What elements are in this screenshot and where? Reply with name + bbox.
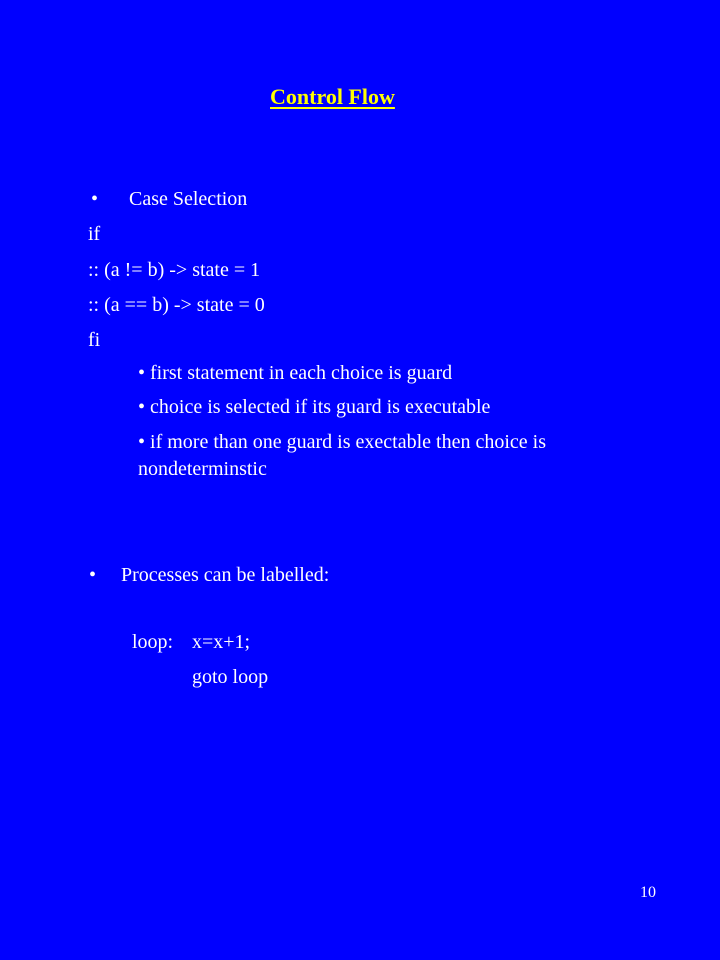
code-label-loop: loop: <box>132 631 174 653</box>
sub-bullet-guard: • first statement in each choice is guard <box>138 362 453 384</box>
case-selection-heading: Case Selection <box>129 188 248 210</box>
slide-title: Control Flow <box>270 84 395 109</box>
sub-bullet-nondeterministic-text: if more than one guard is exectable then choice is <box>150 431 546 453</box>
sub-bullet-selected: • choice is selected if its guard is executable <box>138 396 491 418</box>
processes-heading: Processes can be labelled: <box>121 564 330 586</box>
code-line-eq: :: (a == b) -> state = 0 <box>88 294 265 316</box>
page-number: 10 <box>640 884 656 901</box>
sub-bullet-nondeterministic-cont: nondeterminstic <box>138 458 267 480</box>
sub-bullet-selected-text: choice is selected if its guard is executable <box>150 396 491 418</box>
code-line-increment: x=x+1; <box>192 631 251 653</box>
code-line-fi: fi <box>88 329 101 351</box>
code-line-if: if <box>88 223 101 245</box>
bullet-case-selection: • <box>91 188 99 210</box>
sub-bullet-nondeterministic: • if more than one guard is exectable then choice is <box>138 431 546 453</box>
sub-bullet-guard-text: first statement in each choice is guard <box>150 362 453 384</box>
code-line-neq: :: (a != b) -> state = 1 <box>88 259 261 281</box>
code-line-goto: goto loop <box>192 666 269 688</box>
bullet-processes: • <box>89 564 97 586</box>
